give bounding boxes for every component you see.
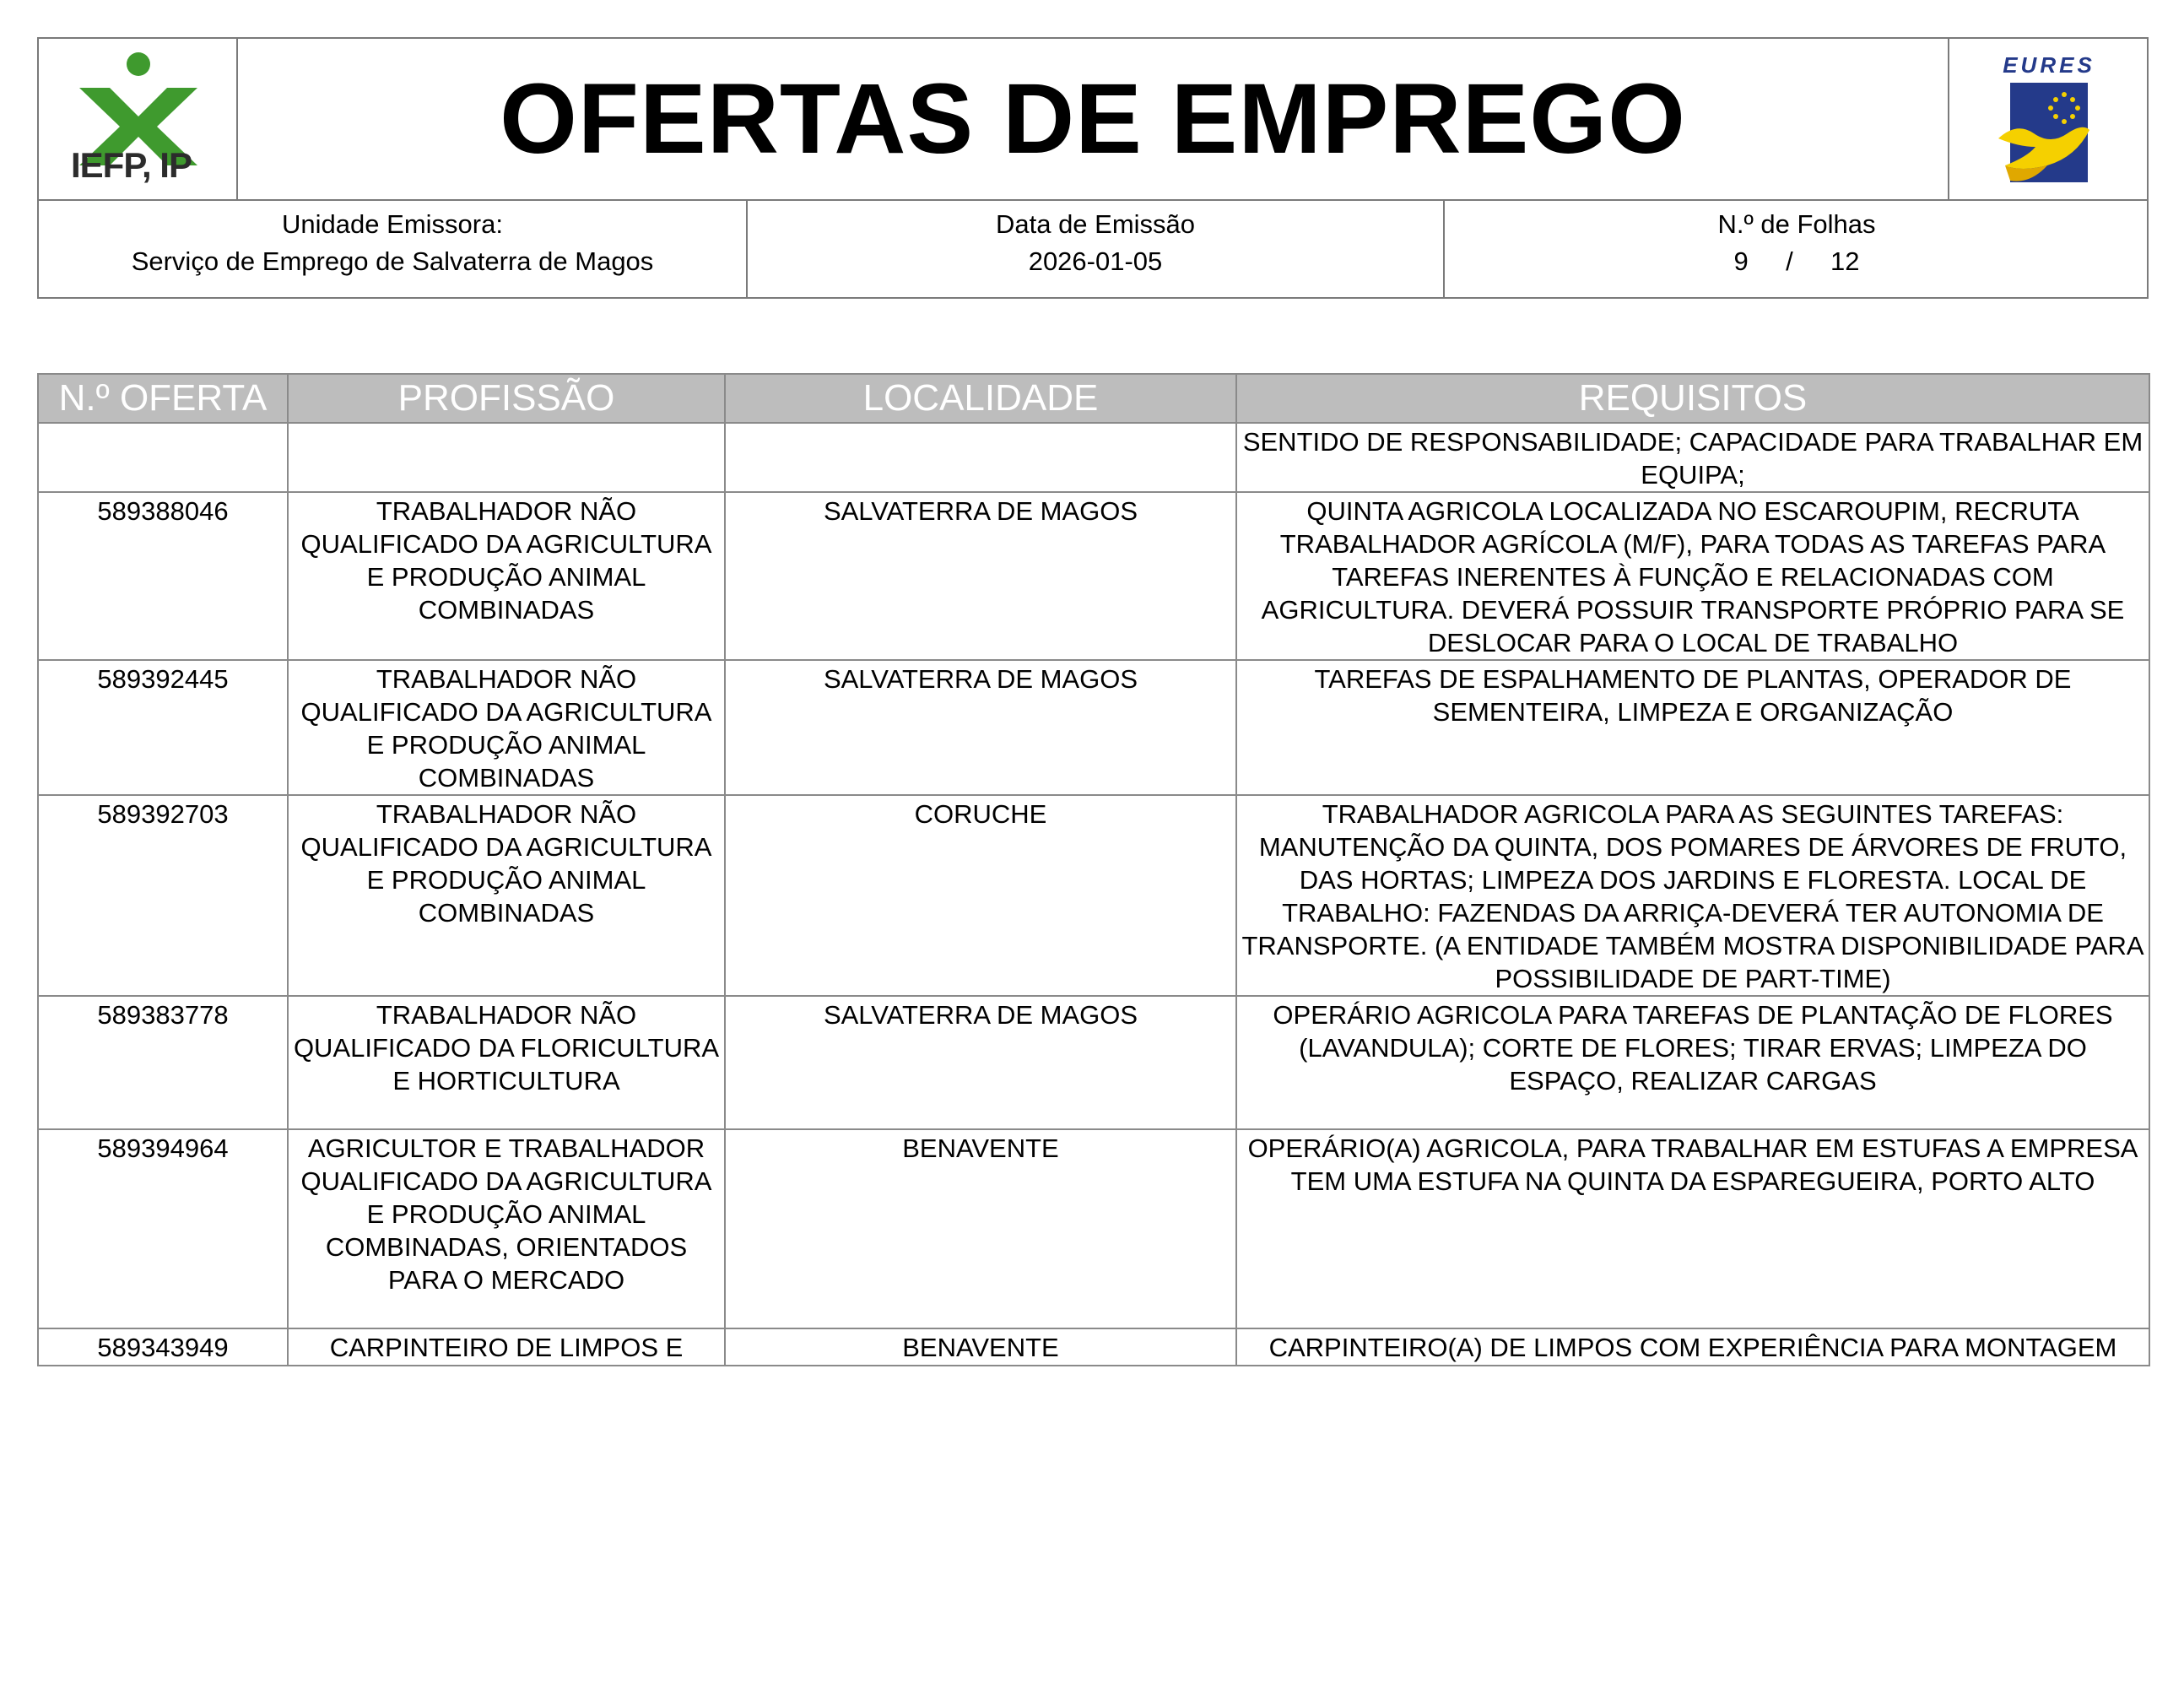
cell-oferta: 589388046 xyxy=(38,492,288,660)
cell-localidade: SALVATERRA DE MAGOS xyxy=(725,660,1236,795)
column-header-requisitos: REQUISITOS xyxy=(1236,374,2149,423)
data-emissao xyxy=(748,201,1445,297)
cell-localidade: CORUCHE xyxy=(725,795,1236,996)
table-row xyxy=(38,660,2149,795)
cell-profissao: TRABALHADOR NÃO QUALIFICADO DA AGRICULTURA E PRODUÇÃO ANIMAL COMBINADAS xyxy=(288,492,725,660)
folhas-value xyxy=(1445,243,2149,280)
cell-requisitos: CARPINTEIRO(A) DE LIMPOS COM EXPERIÊNCIA PARA MONTAGEM xyxy=(1236,1328,2149,1366)
cell-localidade: SALVATERRA DE MAGOS xyxy=(725,996,1236,1129)
numero-folhas xyxy=(1445,201,2149,297)
folhas-separator: / xyxy=(1786,246,1793,276)
unidade-emissora xyxy=(39,201,748,297)
cell-oferta: 589343949 xyxy=(38,1328,288,1366)
cell-requisitos: OPERÁRIO(A) AGRICOLA, PARA TRABALHAR EM ESTUFAS A EMPRESA TEM UMA ESTUFA NA QUINTA DA ESPAREGUEIRA, PORTO ALTO xyxy=(1236,1129,2149,1328)
table-row xyxy=(38,996,2149,1129)
data-label: Data de Emissão xyxy=(995,209,1196,239)
table-row xyxy=(38,795,2149,996)
document-header xyxy=(37,37,2149,299)
cell-profissao: CARPINTEIRO DE LIMPOS E xyxy=(288,1328,725,1366)
folhas-total: 12 xyxy=(1830,246,1860,276)
eures-logo-icon xyxy=(1949,39,2149,199)
folhas-current: 9 xyxy=(1733,246,1749,276)
column-header-oferta: N.º OFERTA xyxy=(38,374,288,423)
unidade-value: Serviço de Emprego de Salvaterra de Magos xyxy=(131,246,654,276)
header-info-row xyxy=(39,201,2147,297)
data-value: 2026-01-05 xyxy=(1028,246,1163,276)
cell-profissao: TRABALHADOR NÃO QUALIFICADO DA FLORICULTURA E HORTICULTURA xyxy=(288,996,725,1129)
cell-localidade: SALVATERRA DE MAGOS xyxy=(725,492,1236,660)
table-row xyxy=(38,423,2149,492)
table-header-row xyxy=(38,374,2149,423)
cell-profissao xyxy=(288,423,725,492)
cell-profissao: TRABALHADOR NÃO QUALIFICADO DA AGRICULTURA E PRODUÇÃO ANIMAL COMBINADAS xyxy=(288,660,725,795)
cell-requisitos: QUINTA AGRICOLA LOCALIZADA NO ESCAROUPIM, RECRUTA TRABALHADOR AGRÍCOLA (M/F), PARA TODAS AS TAREFAS PARA TAREFAS INERENTES À FUNÇÃO E RELACIONADAS COM AGRICULTURA. DEVERÁ POSSUIR TRANSPORTE PRÓPRIO PARA SE DESLOCAR PARA O LOCAL DE TRABALHO xyxy=(1236,492,2149,660)
cell-localidade: BENAVENTE xyxy=(725,1328,1236,1366)
eures-logo xyxy=(1948,39,2147,199)
table-row xyxy=(38,1328,2149,1366)
cell-requisitos: OPERÁRIO AGRICOLA PARA TAREFAS DE PLANTAÇÃO DE FLORES (LAVANDULA); CORTE DE FLORES; TIRAR ERVAS; LIMPEZA DO ESPAÇO, REALIZAR CARGAS xyxy=(1236,996,2149,1129)
cell-localidade: BENAVENTE xyxy=(725,1129,1236,1328)
page-title: OFERTAS DE EMPREGO xyxy=(500,63,1686,175)
cell-requisitos: TAREFAS DE ESPALHAMENTO DE PLANTAS, OPERADOR DE SEMENTEIRA, LIMPEZA E ORGANIZAÇÃO xyxy=(1236,660,2149,795)
cell-localidade xyxy=(725,423,1236,492)
iefp-logo xyxy=(39,39,238,199)
cell-oferta: 589383778 xyxy=(38,996,288,1129)
cell-profissao: AGRICULTOR E TRABALHADOR QUALIFICADO DA AGRICULTURA E PRODUÇÃO ANIMAL COMBINADAS, ORIENTADOS PARA O MERCADO xyxy=(288,1129,725,1328)
header-top-row xyxy=(39,39,2147,201)
cell-oferta: 589394964 xyxy=(38,1129,288,1328)
cell-oferta: 589392445 xyxy=(38,660,288,795)
table-row xyxy=(38,1129,2149,1328)
offers-table xyxy=(37,373,2150,1366)
cell-profissao: TRABALHADOR NÃO QUALIFICADO DA AGRICULTURA E PRODUÇÃO ANIMAL COMBINADAS xyxy=(288,795,725,996)
table-row xyxy=(38,492,2149,660)
folhas-label: N.º de Folhas xyxy=(1717,209,1876,239)
iefp-logo-text: IEFP, IP xyxy=(71,145,192,185)
column-header-profissao: PROFISSÃO xyxy=(288,374,725,423)
cell-oferta xyxy=(38,423,288,492)
cell-oferta: 589392703 xyxy=(38,795,288,996)
cell-requisitos: TRABALHADOR AGRICOLA PARA AS SEGUINTES TAREFAS: MANUTENÇÃO DA QUINTA, DOS POMARES DE ÁRVORES DE FRUTO, DAS HORTAS; LIMPEZA DOS JARDINS E FLORESTA. LOCAL DE TRABALHO: FAZENDAS DA ARRIÇA-DEVERÁ TER AUTONOMIA DE TRANSPORTE. (A ENTIDADE TAMBÉM MOSTRA DISPONIBILIDADE PARA POSSIBILIDADE DE PART-TIME) xyxy=(1236,795,2149,996)
unidade-label: Unidade Emissora: xyxy=(282,209,503,239)
column-header-localidade: LOCALIDADE xyxy=(725,374,1236,423)
cell-requisitos: SENTIDO DE RESPONSABILIDADE; CAPACIDADE PARA TRABALHAR EM EQUIPA; xyxy=(1236,423,2149,492)
svg-text:EURES: EURES xyxy=(2003,52,2095,78)
